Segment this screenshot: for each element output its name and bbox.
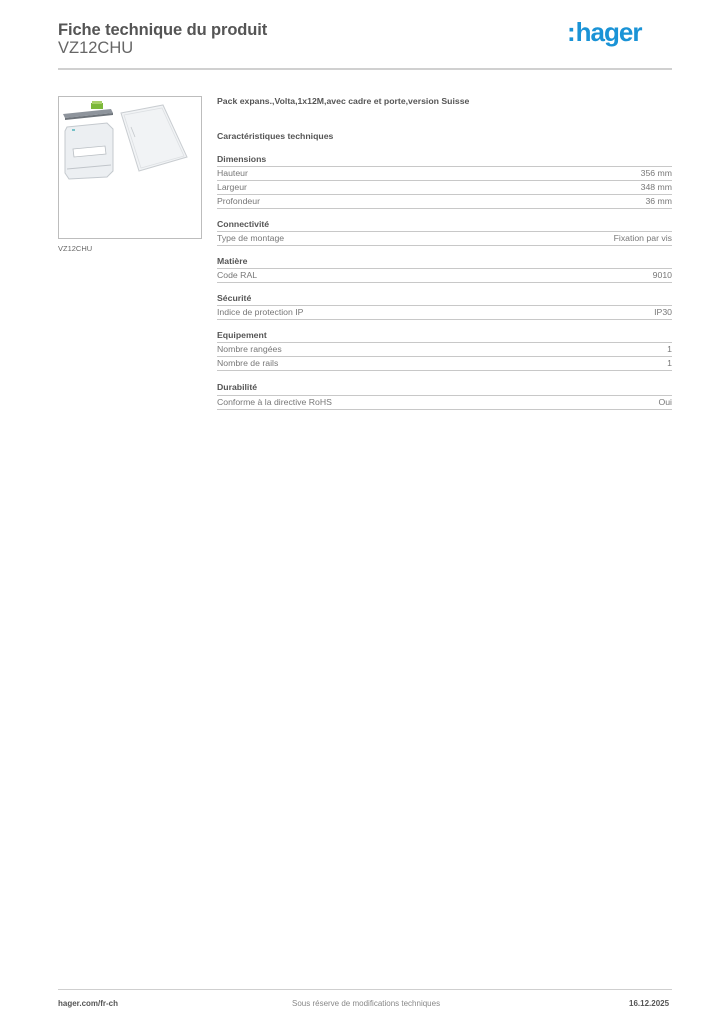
group-title: Matière <box>217 255 672 269</box>
section-heading: Caractéristiques techniques <box>217 131 334 141</box>
product-image <box>58 96 202 239</box>
spec-group-connectivite <box>217 218 672 246</box>
spec-row <box>217 181 672 195</box>
header-divider <box>58 68 672 70</box>
spec-label: Largeur <box>217 182 247 192</box>
spec-value: Oui <box>658 397 672 407</box>
spec-row <box>217 167 672 181</box>
spec-label: Indice de protection IP <box>217 307 304 317</box>
group-title: Sécurité <box>217 292 672 306</box>
spec-label: Conforme à la directive RoHS <box>217 397 332 407</box>
group-title: Dimensions <box>217 153 672 167</box>
spec-group-equipement <box>217 329 672 371</box>
spec-label: Hauteur <box>217 168 248 178</box>
spec-value: 1 <box>667 358 672 368</box>
spec-group-dimensions <box>217 153 672 209</box>
group-title: Equipement <box>217 329 672 343</box>
hager-logo <box>567 17 641 48</box>
product-description: Pack expans.,Volta,1x12M,avec cadre et porte,version Suisse <box>217 96 470 106</box>
page-title: Fiche technique du produit <box>58 21 268 39</box>
spec-group-securite <box>217 292 672 320</box>
spec-row <box>217 396 672 410</box>
product-reference: VZ12CHU <box>58 39 134 57</box>
spec-label: Code RAL <box>217 270 258 280</box>
spec-value: 36 mm <box>645 196 672 206</box>
spec-group-durabilite <box>217 380 672 410</box>
image-caption: VZ12CHU <box>58 244 93 253</box>
spec-label: Profondeur <box>217 196 260 206</box>
spec-group-matiere <box>217 255 672 283</box>
group-title: Connectivité <box>217 218 672 232</box>
spec-row <box>217 306 672 320</box>
spec-label: Nombre rangées <box>217 344 282 354</box>
spec-row <box>217 269 672 283</box>
spec-value: 1 <box>667 344 672 354</box>
footer-date: 16.12.2025 <box>629 999 670 1008</box>
footer-divider <box>58 989 672 990</box>
spec-value: IP30 <box>654 307 672 317</box>
spec-row <box>217 357 672 371</box>
logo-text: hager <box>575 17 642 47</box>
product-illustration-icon <box>59 97 201 238</box>
group-title: Durabilité <box>217 380 672 396</box>
spec-row <box>217 195 672 209</box>
spec-label: Nombre de rails <box>217 358 279 368</box>
spec-label: Type de montage <box>217 233 285 243</box>
specifications <box>217 94 672 410</box>
spec-value: 348 mm <box>640 182 672 192</box>
footer-website[interactable]: hager.com/fr-ch <box>58 999 119 1008</box>
spec-row <box>217 232 672 246</box>
logo-colon: : <box>567 17 575 47</box>
spec-value: 356 mm <box>640 168 672 178</box>
spec-row <box>217 343 672 357</box>
footer-disclaimer: Sous réserve de modifications techniques <box>292 999 441 1008</box>
spec-value: Fixation par vis <box>613 233 672 243</box>
spec-value: 9010 <box>652 270 672 280</box>
